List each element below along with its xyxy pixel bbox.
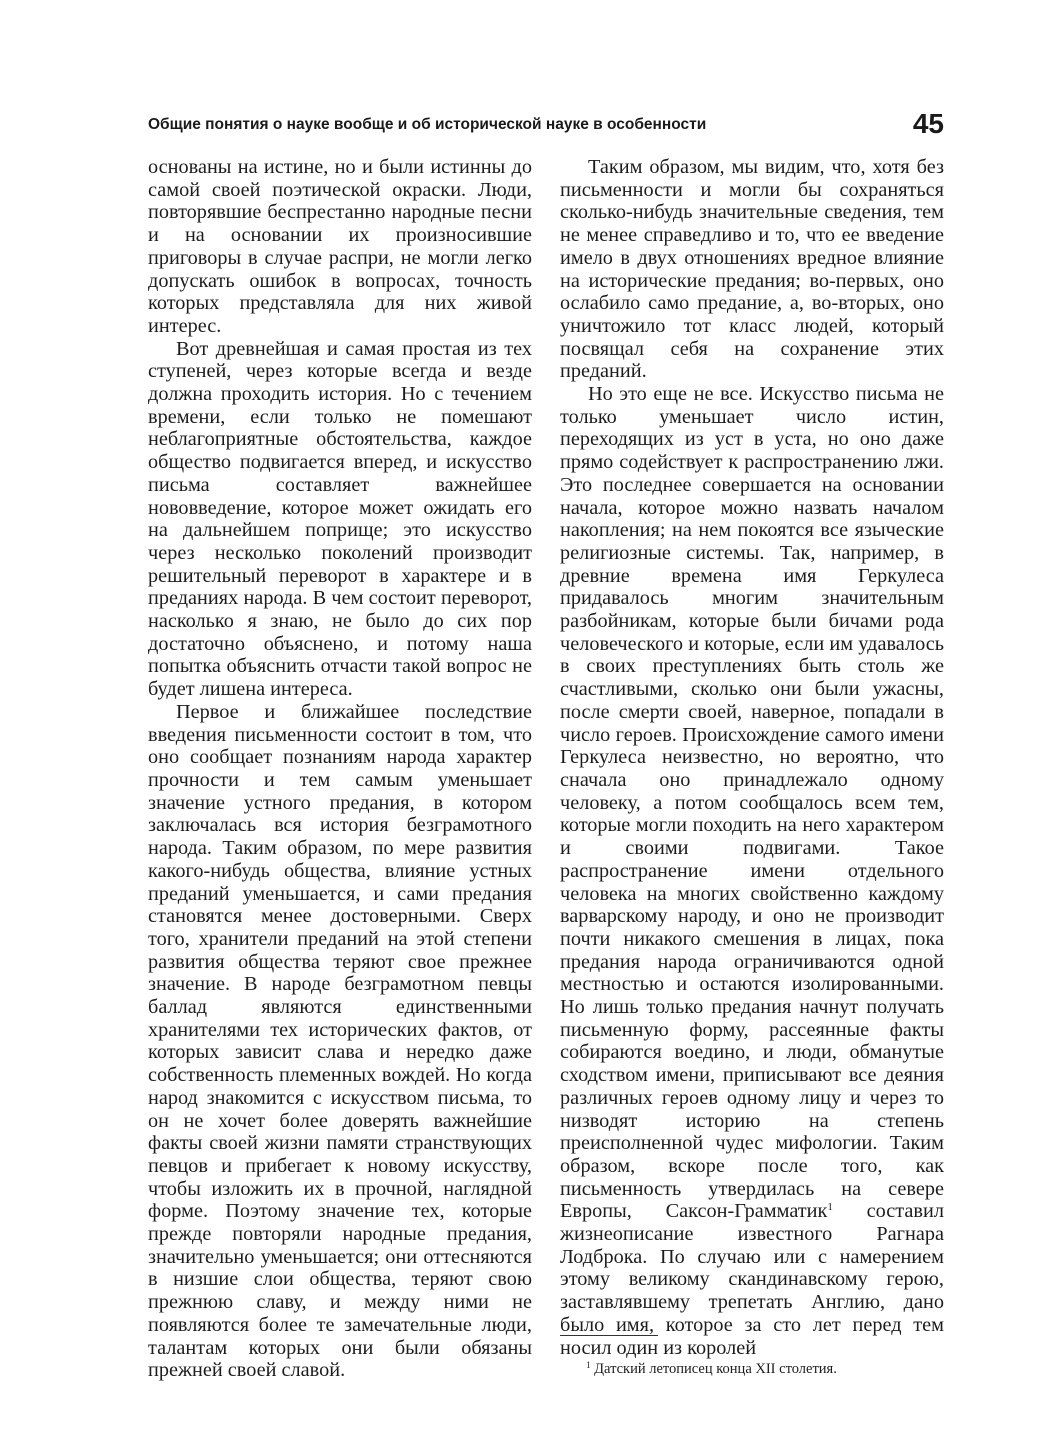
running-header-title: Общие понятия о науке вообще и об исторической науке в особенности <box>148 116 707 133</box>
footnote-marker: 1 <box>586 1360 591 1370</box>
paragraph-text: Но это еще не все. Искусство письма не только уменьшает число истин, переходящих из уст в уста, но оно даже прямо содействует к распространению лжи. Это последнее совершается на основании начала, которое можно назвать началом накопления; на нем покоятся все языческие религиозные системы. Так, например, в древние времена имя Геркулеса придавалось многим значительным разбойникам, которые были бичами рода человеческого и которые, если им удавалось в своих преступлениях быть столь же счастливыми, сколько они были ужасны, после смерти своей, наверное, попадали в число героев. Происхождение самого имени Геркулеса неизвестно, но вероятно, что сначала оно принадлежало одному человеку, а потом сообщалось всем тем, которые могли походить на него характером и своими подвигами. Такое распространение имени отдельного человека на многих свойственно каждому варварскому народу, и оно не производит почти никакого смешения в лицах, пока предания народа ограничиваются одной местностью и остаются изолированными. Но лишь только предания начнут получать письменную форму, рассеянные факты собираются воедино, и люди, обманутые сходством имени, приписывают все деяния различных героев одному лицу и через то низводят историю на степень преисполненной чудес мифологии. Таким образом, вскоре после того, как письменность утвердилась на севере Европы, Саксон-Грамматик <box>560 383 944 1223</box>
footnote-divider <box>560 1335 658 1336</box>
paragraph: Таким образом, мы видим, что, хотя без письменности и могли бы сохраняться сколько-нибудь значительные сведения, тем не менее справедливо и то, что ее введение имело в двух отношениях вредное влияние на исторические предания; во-первых, оно ослабило само предание, а, во-вторых, оно уничтожило тот класс людей, который посвящал себя на сохранение этих преданий. <box>560 156 944 383</box>
paragraph: Вот древнейшая и самая простая из тех ступеней, через которые всегда и везде должна проходить история. Но с течением времени, если только не помешают неблагоприятные обстоятельства, каждое общество подвигается вперед, и искусство письма составляет важнейшее нововведение, которое может ожидать его на дальнейшем поприще; это искусство через несколько поколений производит решительный переворот в характере и в преданиях народа. В чем состоит переворот, насколько я знаю, не было до сих пор достаточно объяснено, и потому наша попытка объяснить отчасти такой вопрос не будет лишена интереса. <box>148 337 532 701</box>
paragraph: Первое и ближайшее последствие введения письменности состоит в том, что оно сообщает познаниям народа характер прочности и тем самым уменьшает значение устного предания, в котором заключалась вся история безграмотного народа. Таким образом, по мере развития какого-нибудь общества, влияние устных преданий уменьшается, и сами предания становятся менее достоверными. Сверх того, хранители преданий на этой степени развития общества теряют свое прежнее значение. В народе безграмотном певцы баллад являются единственными хранителями тех исторических фактов, от которых зависит слава и нередко даже собственность племенных вождей. Но когда народ знакомится с искусством письма, то он не хочет более доверять важнейшие факты своей жизни памяти странствующих певцов и прибегает к новому искусству, чтобы изложить их в прочной, наглядной форме. Поэтому значение тех, которые прежде повторяли народные предания, значительно уменьшается; они оттесняются в низшие слои общества, теряют свою прежнюю славу, и между ними не появляются более те замечательные люди, талантам которых они были обязаны прежней своей славой. <box>148 700 532 1382</box>
running-header <box>148 108 944 148</box>
left-column <box>148 156 532 1382</box>
paragraph: основаны на истине, но и были истинны до самой своей поэтической окраски. Люди, повторявшие беспрестанно народные песни и на основании их произносившие приговоры в случае распри, не могли легко допускать ошибок в вопросах, точность которых представляла для них живой интерес. <box>148 156 532 337</box>
footnote-text: Датский летописец конца XII столетия. <box>594 1361 837 1377</box>
page-number: 45 <box>912 108 944 139</box>
paragraph-with-footnote <box>560 383 944 1359</box>
paragraph-text-continued: составил жизнеописание известного Рагнара Лодброка. По случаю или с намерением этому великому скандинавскому герою, заставлявшему трепетать Англию, дано было имя, которое за сто лет перед тем носил один из королей <box>560 1200 944 1359</box>
right-column <box>560 156 944 1359</box>
footnote-reference: 1 <box>827 1201 833 1214</box>
footnote <box>560 1360 944 1378</box>
